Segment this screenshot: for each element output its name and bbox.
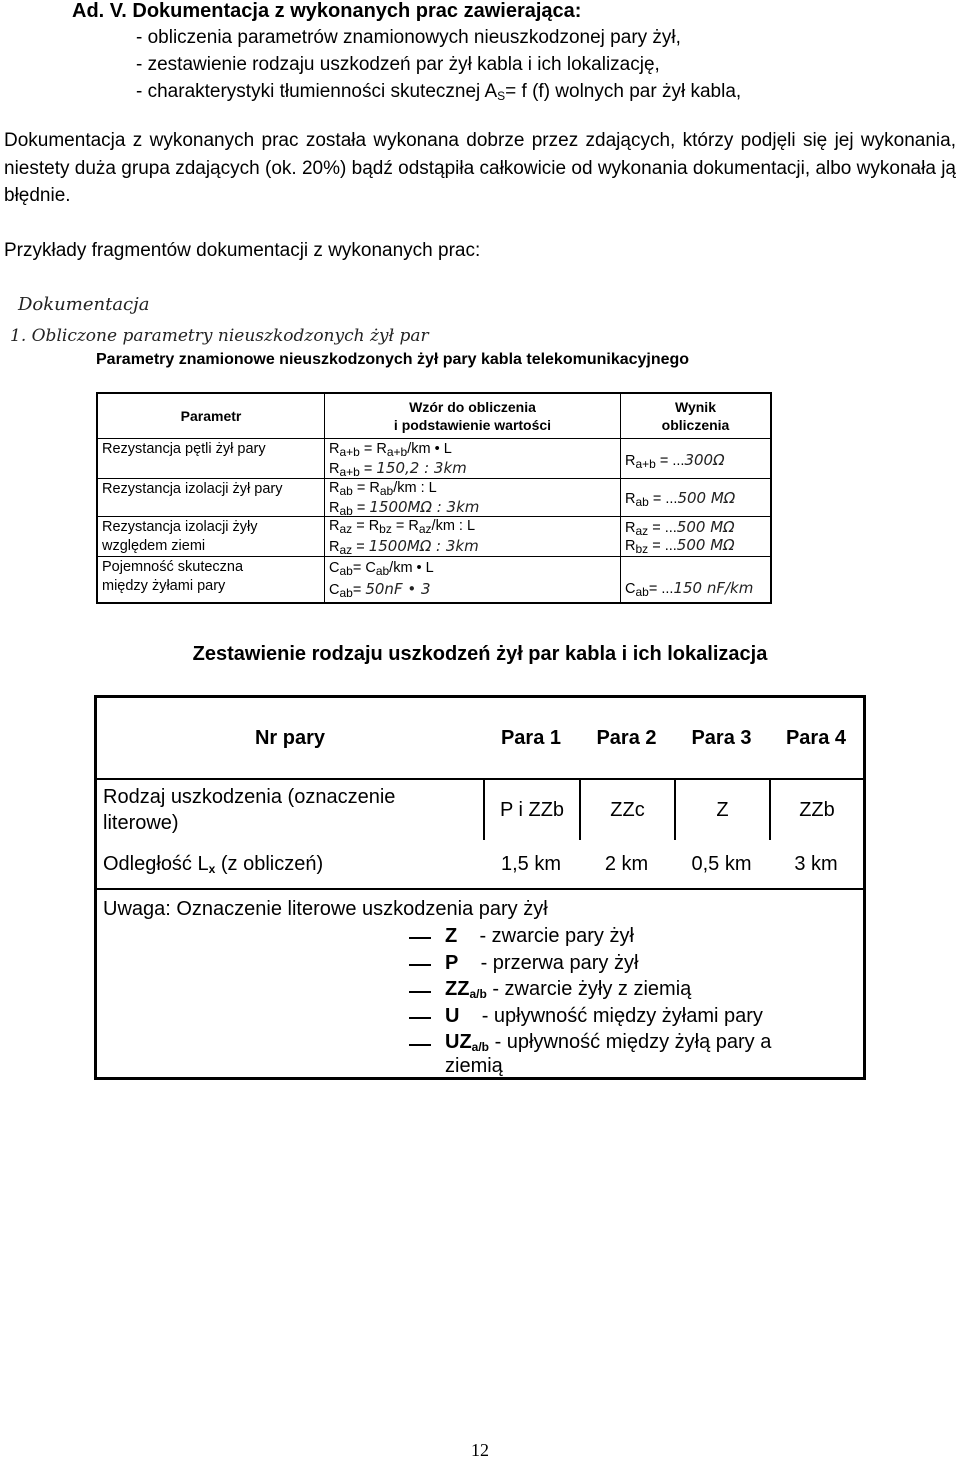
row-label-fault-type: Rodzaj uszkodzenia (oznaczenie literowe): [97, 778, 483, 840]
distance-para-4: 3 km: [794, 852, 838, 875]
paragraph-2: Przykłady fragmentów dokumentacji z wykonanych prac:: [4, 240, 481, 261]
scan-row-label: Rezystancja izolacji żył pary: [98, 478, 324, 516]
page-number: 12: [471, 1440, 489, 1460]
scan-row-result: $R_{ab} = ...500$ MΩ: [620, 478, 770, 516]
dash-marker: [409, 1017, 431, 1019]
legend-note: [97, 888, 863, 1077]
fault-type-para-2: ZZc: [579, 778, 674, 840]
scan-row-label: Pojemność skuteczna między żyłami pary: [98, 556, 324, 602]
fault-type-para-3: Z: [674, 778, 769, 840]
scan-title: Parametry znamionowe nieuszkodzonych żył pary kabla telekomunikacyjnego: [96, 351, 690, 368]
row-label-distance: Odległość $L_x$ (z obliczeń): [103, 852, 324, 876]
scan-row-formula: $C_{ab}= C_{ab}/km$ • L $C_{ab}= 50nF$ • 3: [324, 556, 620, 602]
legend-item: $ZZ_{a/b}$ - zwarcie żyły z ziemią: [445, 978, 692, 1001]
handwritten-caption-1: Dokumentacja: [18, 294, 150, 315]
scan-col-formula: Wzór do obliczenia i podstawienie wartości: [324, 394, 620, 438]
fault-table: [94, 695, 866, 1080]
section-title: Ad. V. Dokumentacja z wykonanych prac zawierająca:: [72, 0, 582, 22]
dash-marker: [409, 1044, 431, 1046]
scan-row-result: $R_{a+b} = ...300\Omega$: [620, 438, 770, 478]
header-para-2: Para 2: [596, 726, 657, 749]
handwritten-caption-2: 1. Obliczone parametry nieuszkodzonych żył par: [10, 326, 429, 346]
dash-marker: [409, 937, 431, 939]
scan-row-label: Rezystancja pętli żył pary: [98, 438, 324, 478]
fault-type-para-4: ZZb: [769, 778, 863, 840]
header-para-1: Para 1: [500, 726, 562, 749]
legend-item-continuation: ziemią: [445, 1055, 503, 1077]
scan-table: [96, 392, 772, 604]
header-para-4: Para 4: [785, 726, 847, 749]
legend-item: P - przerwa pary żył: [445, 952, 639, 974]
header-item-1: - obliczenia parametrów znamionowych nieuszkodzonej pary żył,: [136, 27, 681, 48]
legend-item: Z - zwarcie pary żył: [445, 925, 634, 947]
distance-para-2: 2 km: [604, 852, 649, 875]
note-title: Uwaga: Oznaczenie literowe uszkodzenia pary żył: [103, 898, 548, 920]
header-nr-pary: Nr pary: [254, 726, 326, 749]
legend-item: U - upływność między żyłami pary: [445, 1005, 763, 1027]
scan-row-label: Rezystancja izolacji żyły względem ziemi: [98, 516, 324, 556]
scan-row-result: $R_{az} = ...500$ MΩ $R_{bz} = ...500$ MΩ: [620, 516, 770, 556]
scan-col-result: Wynik obliczenia: [620, 394, 770, 438]
header-para-3: Para 3: [691, 726, 752, 749]
scan-row-formula: $R_{ab} = R_{ab}/km$ : L $R_{ab} = 1500M\Omega$ : 3km: [324, 478, 620, 516]
scan-row-result: $C_{ab}= ...150$ nF/km: [620, 556, 770, 602]
header-item-3: - charakterystyki tłumienności skutecznej $A_S= f$ (f) wolnych par żył kabla,: [136, 81, 742, 103]
scan-row-formula: $R_{a+b} = R_{a+b}/km$ • L $R_{a+b} = 150,2$ : 3km: [324, 438, 620, 478]
header-item-2: - zestawienie rodzaju uszkodzeń par żył kabla i ich lokalizację,: [136, 54, 660, 75]
scan-row-formula: $R_{az} = R_{bz} = R_{az}/km$ : L $R_{az} = 1500M\Omega$ : 3km: [324, 516, 620, 556]
legend-item: $UZ_{a/b}$ - upływność między żyłą pary a: [445, 1031, 772, 1054]
distance-para-3: 0,5 km: [691, 852, 752, 875]
dash-marker: [409, 964, 431, 966]
fault-type-para-1: P i ZZb: [483, 778, 579, 840]
table-title: Zestawienie rodzaju uszkodzeń żył par kabla i ich lokalizacja: [192, 643, 768, 665]
dash-marker: [409, 991, 431, 993]
paragraph-1: Dokumentacja z wykonanych prac została wykonana dobrze przez zdających, którzy podjęli się jej wykonania, niestety duża grupa zdających (ok. 20%) bądź odstąpiła całkowicie od wykonania dokumentacji, albo wykonała ją błędnie.: [4, 130, 956, 206]
distance-para-1: 1,5 km: [500, 852, 562, 875]
scan-col-parametr: Parametr: [180, 408, 242, 424]
